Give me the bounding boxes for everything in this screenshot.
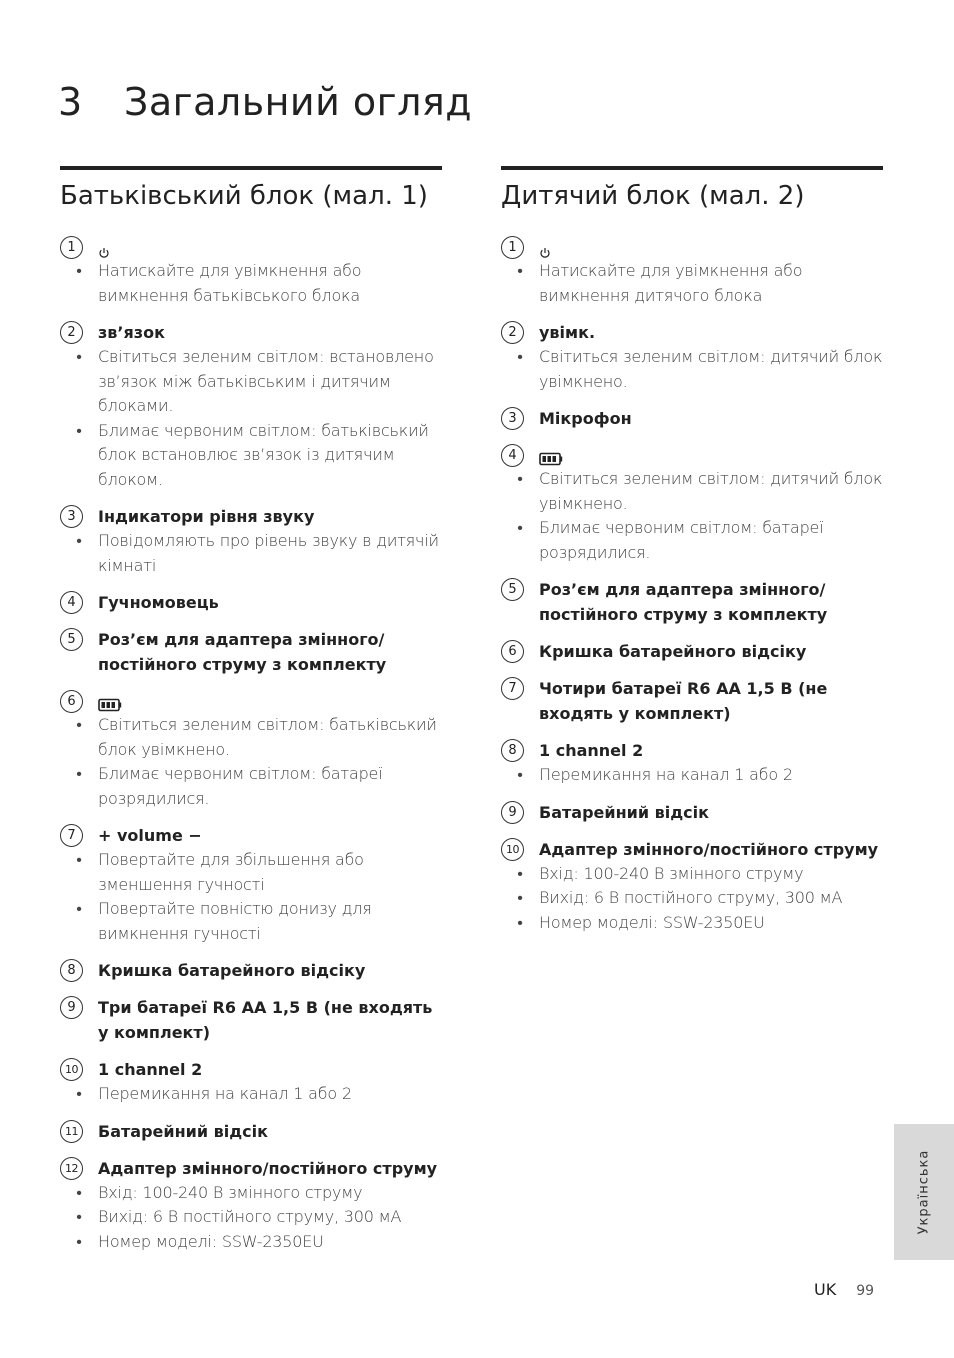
bullet-text: Вихід: 6 В постійного струму, 300 мА — [539, 888, 843, 907]
item-number-badge: 8 — [60, 959, 83, 982]
item-number-badge: 3 — [501, 407, 524, 430]
bullet-item — [501, 467, 883, 516]
chapter-title: Загальний огляд — [124, 80, 473, 124]
bullet-dot — [501, 911, 539, 936]
list-item — [501, 577, 883, 627]
bullet-dot — [60, 762, 98, 811]
item-number-badge: 5 — [501, 578, 524, 601]
bullet-text: Світиться зеленим світлом: батьківський блок увімкнено. — [98, 715, 437, 759]
item-heading — [501, 443, 883, 467]
item-heading — [60, 1119, 442, 1144]
item-label: + volume − — [98, 826, 202, 845]
item-label: Три батареї R6 AA 1,5 В (не входять у комплект) — [98, 998, 433, 1042]
bullet-text: Натискайте для увімкнення або вимкнення дитячого блока — [539, 261, 803, 305]
bullet-item — [501, 345, 883, 394]
bullet-list — [60, 848, 442, 946]
bullet-item — [501, 763, 883, 788]
bullet-dot — [501, 862, 539, 887]
bullet-list — [501, 259, 883, 308]
item-label: Адаптер змінного/постійного струму — [539, 839, 879, 859]
item-heading — [501, 320, 883, 345]
bullet-text: Номер моделі: SSW-2350EU — [539, 912, 765, 932]
item-number-badge: 4 — [501, 444, 524, 467]
bullet-dot — [60, 1181, 98, 1206]
item-number-badge: 10 — [60, 1058, 83, 1081]
list-item — [60, 1119, 442, 1144]
list-item — [501, 639, 883, 664]
item-heading — [501, 235, 883, 259]
bullet-dot — [60, 897, 98, 946]
bullet-item — [60, 1082, 442, 1107]
bullet-item — [60, 419, 442, 493]
list-item — [60, 1057, 442, 1107]
list-item — [60, 1156, 442, 1255]
bullet-item — [60, 713, 442, 762]
item-number-badge: 7 — [60, 824, 83, 847]
bullet-text: Перемикання на канал 1 або 2 — [98, 1084, 352, 1103]
bullet-dot — [501, 886, 539, 911]
item-number-badge: 8 — [501, 739, 524, 762]
parent-unit-items — [60, 235, 442, 1254]
bullet-dot — [60, 345, 98, 419]
item-label: Адаптер змінного/постійного струму — [98, 1158, 438, 1178]
baby-unit-column — [501, 166, 883, 947]
item-label: 1 channel 2 — [539, 741, 644, 760]
bullet-text: Світиться зеленим світлом: дитячий блок увімкнено. — [539, 469, 883, 513]
item-number-badge: 3 — [60, 505, 83, 528]
list-item — [60, 995, 442, 1045]
bullet-item — [60, 1230, 442, 1255]
bullet-list — [60, 1082, 442, 1107]
item-number-badge: 12 — [60, 1157, 83, 1180]
item-label: Кришка батарейного відсіку — [539, 642, 807, 661]
item-number-badge: 1 — [60, 236, 83, 259]
item-heading — [60, 995, 442, 1045]
battery-icon — [98, 694, 122, 708]
bullet-text: Повертайте для збільшення або зменшення гучності — [98, 850, 364, 894]
item-heading — [60, 958, 442, 983]
bullet-text: Блимає червоним світлом: батареї розрядилися. — [539, 518, 824, 562]
item-heading — [60, 235, 442, 259]
item-label: Індикатори рівня звуку — [98, 507, 315, 526]
item-label: Гучномовець — [98, 593, 219, 612]
item-heading — [501, 577, 883, 627]
item-number-badge: 11 — [60, 1120, 83, 1143]
bullet-text: Блимає червоним світлом: батьківський блок встановлює зв’язок із дитячим блоком. — [98, 420, 429, 489]
list-item — [60, 627, 442, 677]
list-item — [501, 837, 883, 936]
bullet-list — [60, 529, 442, 578]
bullet-item — [501, 259, 883, 308]
bullet-dot — [60, 259, 98, 308]
bullet-text: Блимає червоним світлом: батареї розрядилися. — [98, 764, 383, 808]
bullet-list — [60, 345, 442, 492]
item-heading — [501, 738, 883, 763]
battery-icon — [539, 448, 563, 462]
item-number-badge: 2 — [501, 321, 524, 344]
list-item — [501, 738, 883, 788]
item-heading — [501, 800, 883, 825]
list-item — [501, 235, 883, 308]
item-label: Кришка батарейного відсіку — [98, 961, 366, 980]
bullet-text: Повертайте повністю донизу для вимкнення гучності — [98, 899, 372, 943]
language-side-tab — [894, 1124, 954, 1260]
item-heading — [60, 627, 442, 677]
bullet-item — [60, 259, 442, 308]
bullet-item — [501, 886, 883, 911]
bullet-item — [60, 345, 442, 419]
item-number-badge: 2 — [60, 321, 83, 344]
item-label: Батарейний відсік — [98, 1121, 268, 1141]
parent-unit-title: Батьківський блок (мал. 1) — [60, 181, 428, 211]
section-rule — [60, 166, 442, 170]
item-number-badge: 7 — [501, 677, 524, 700]
bullet-text: Перемикання на канал 1 або 2 — [539, 765, 793, 784]
item-label: зв’язок — [98, 323, 165, 342]
bullet-text: Номер моделі: SSW-2350EU — [98, 1231, 324, 1251]
item-heading — [60, 504, 442, 529]
baby-unit-title: Дитячий блок (мал. 2) — [501, 181, 805, 211]
bullet-list — [501, 467, 883, 565]
item-label: Чотири батареї R6 AA 1,5 В (не входять у комплект) — [539, 679, 828, 723]
bullet-item — [60, 1181, 442, 1206]
bullet-dot — [60, 529, 98, 578]
item-number-badge: 9 — [60, 996, 83, 1019]
bullet-item — [60, 762, 442, 811]
item-number-badge: 4 — [60, 591, 83, 614]
list-item — [60, 823, 442, 946]
item-heading — [60, 320, 442, 345]
item-heading — [60, 1057, 442, 1082]
item-number-badge: 9 — [501, 801, 524, 824]
bullet-item — [60, 848, 442, 897]
list-item — [501, 406, 883, 431]
item-label: Роз’єм для адаптера змінного/ постійного струму з комплекту — [98, 630, 387, 674]
item-label: 1 channel 2 — [98, 1060, 203, 1079]
list-item — [60, 590, 442, 615]
bullet-list — [501, 763, 883, 788]
bullet-item — [501, 911, 883, 936]
item-number-badge: 6 — [501, 640, 524, 663]
bullet-list — [60, 713, 442, 811]
bullet-text: Натискайте для увімкнення або вимкнення батьківського блока — [98, 261, 362, 305]
bullet-text: Світиться зеленим світлом: встановлено зв’язок між батьківським і дитячим блоками. — [98, 347, 434, 415]
chapter-number: 3 — [58, 80, 83, 124]
list-item — [501, 676, 883, 726]
item-number-badge: 5 — [60, 628, 83, 651]
chapter-heading — [58, 80, 472, 124]
bullet-dot — [501, 345, 539, 394]
item-label: увімк. — [539, 323, 596, 342]
bullet-list — [60, 1181, 442, 1255]
bullet-text: Повідомляють про рівень звуку в дитячій кімнаті — [98, 531, 439, 575]
footer-language: UK — [814, 1280, 837, 1299]
language-tab-label: Українська — [916, 1149, 932, 1235]
bullet-dot — [60, 848, 98, 897]
item-heading — [501, 837, 883, 862]
power-icon — [539, 241, 551, 253]
bullet-dot — [501, 516, 539, 565]
bullet-dot — [60, 419, 98, 493]
bullet-item — [60, 897, 442, 946]
bullet-item — [501, 516, 883, 565]
bullet-dot — [60, 713, 98, 762]
bullet-dot — [60, 1205, 98, 1230]
bullet-dot — [60, 1082, 98, 1107]
power-icon — [98, 241, 110, 253]
item-heading — [60, 823, 442, 848]
page-number: 99 — [856, 1283, 875, 1299]
bullet-dot — [501, 259, 539, 308]
list-item — [60, 235, 442, 308]
parent-unit-column — [60, 166, 442, 1266]
item-heading — [501, 639, 883, 664]
list-item — [60, 320, 442, 492]
list-item — [60, 689, 442, 811]
bullet-list — [501, 345, 883, 394]
item-heading — [60, 590, 442, 615]
bullet-text: Вхід: 100-240 В змінного струму — [98, 1182, 363, 1202]
bullet-dot — [501, 467, 539, 516]
bullet-text: Світиться зеленим світлом: дитячий блок увімкнено. — [539, 347, 883, 391]
item-label: Мікрофон — [539, 409, 632, 428]
item-number-badge: 10 — [501, 838, 524, 861]
list-item — [501, 443, 883, 565]
item-label: Батарейний відсік — [539, 802, 709, 822]
bullet-list — [501, 862, 883, 936]
item-label: Роз’єм для адаптера змінного/ постійного струму з комплекту — [539, 580, 828, 624]
bullet-item — [60, 1205, 442, 1230]
bullet-dot — [60, 1230, 98, 1255]
item-heading — [60, 689, 442, 713]
list-item — [60, 504, 442, 578]
list-item — [60, 958, 442, 983]
item-heading — [501, 406, 883, 431]
item-heading — [60, 1156, 442, 1181]
baby-unit-items — [501, 235, 883, 935]
section-rule — [501, 166, 883, 170]
item-number-badge: 6 — [60, 690, 83, 713]
bullet-item — [501, 862, 883, 887]
bullet-dot — [501, 763, 539, 788]
bullet-item — [60, 529, 442, 578]
item-number-badge: 1 — [501, 236, 524, 259]
page-footer — [814, 1280, 874, 1299]
list-item — [501, 800, 883, 825]
list-item — [501, 320, 883, 394]
bullet-text: Вихід: 6 В постійного струму, 300 мА — [98, 1207, 402, 1226]
bullet-list — [60, 259, 442, 308]
bullet-text: Вхід: 100-240 В змінного струму — [539, 863, 804, 883]
item-heading — [501, 676, 883, 726]
